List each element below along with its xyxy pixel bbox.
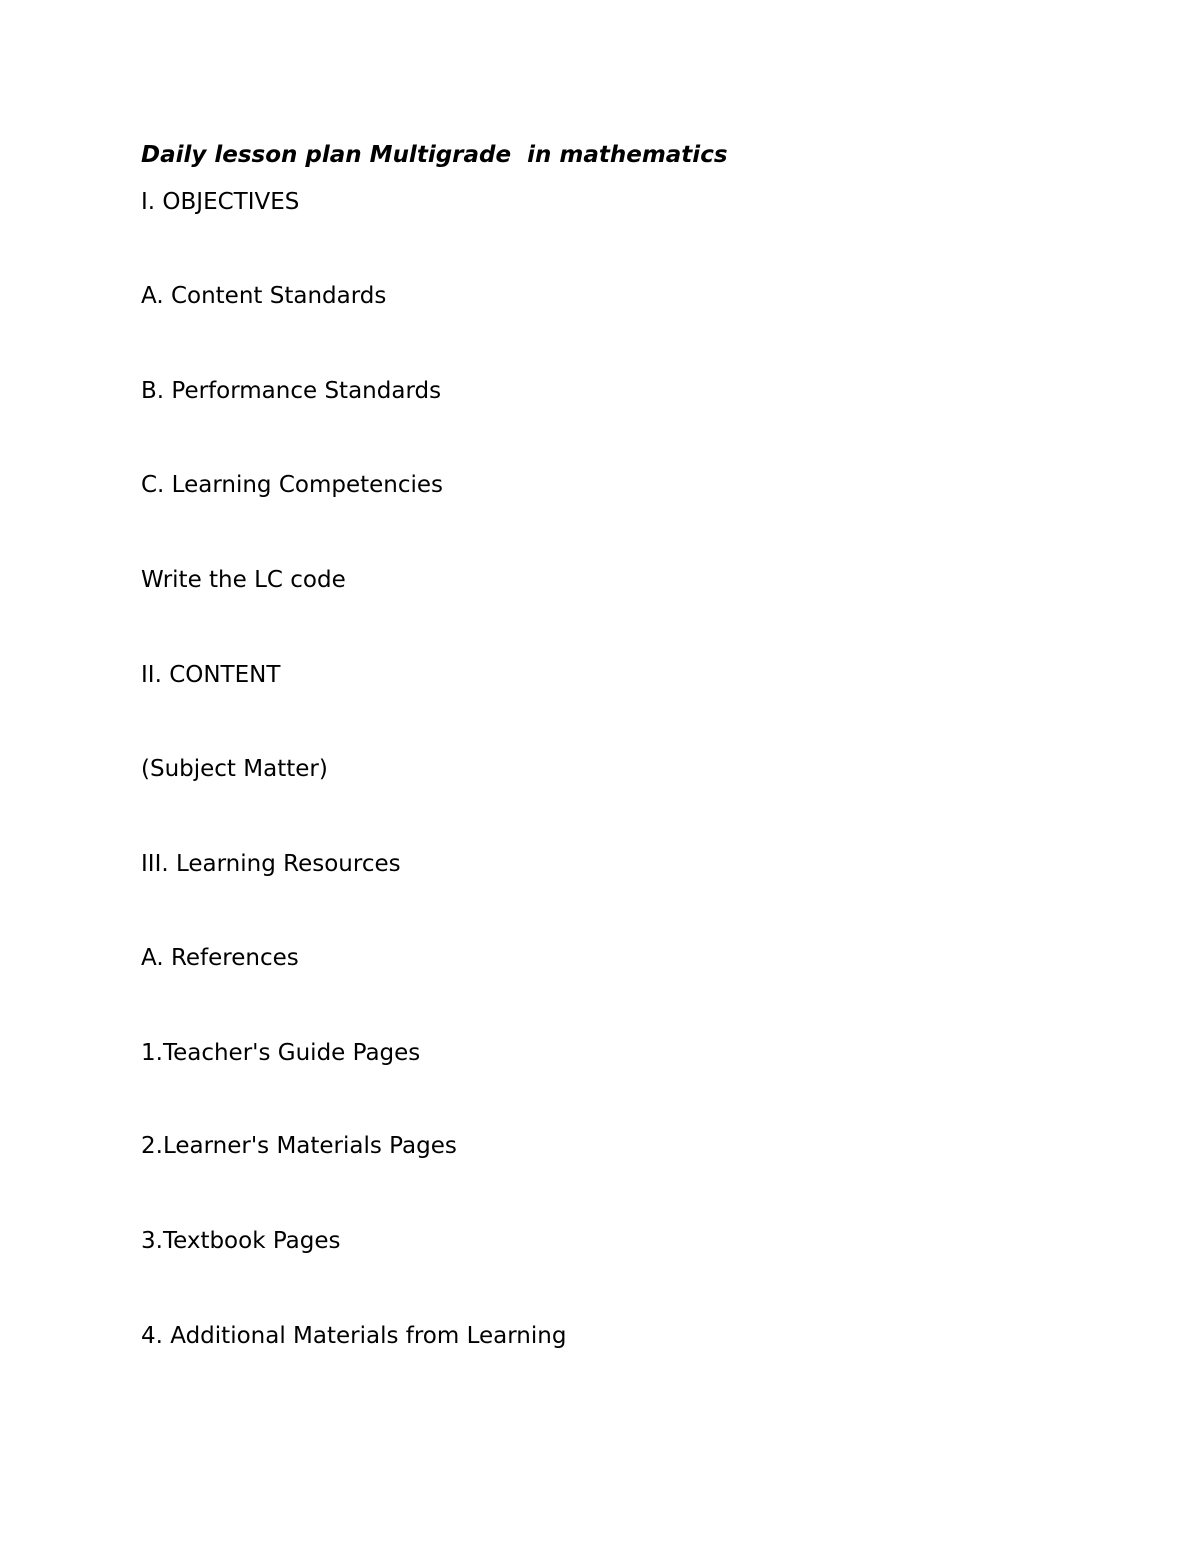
item-textbook-pages: 3.Textbook Pages	[141, 1228, 341, 1254]
item-lc-code: Write the LC code	[141, 567, 346, 593]
item-learning-competencies: C. Learning Competencies	[141, 472, 444, 498]
item-learners-materials-pages: 2.Learner's Materials Pages	[141, 1133, 457, 1159]
item-teachers-guide-pages: 1.Teacher's Guide Pages	[141, 1040, 421, 1066]
document-title: Daily lesson plan Multigrade in mathematics	[141, 142, 728, 168]
heading-objectives: I. OBJECTIVES	[141, 189, 300, 215]
item-references: A. References	[141, 945, 299, 971]
heading-learning-resources: III. Learning Resources	[141, 851, 401, 877]
item-content-standards: A. Content Standards	[141, 283, 387, 309]
item-additional-materials: 4. Additional Materials from Learning	[141, 1323, 567, 1349]
heading-content: II. CONTENT	[141, 662, 281, 688]
item-subject-matter: (Subject Matter)	[141, 756, 328, 782]
item-performance-standards: B. Performance Standards	[141, 378, 442, 404]
